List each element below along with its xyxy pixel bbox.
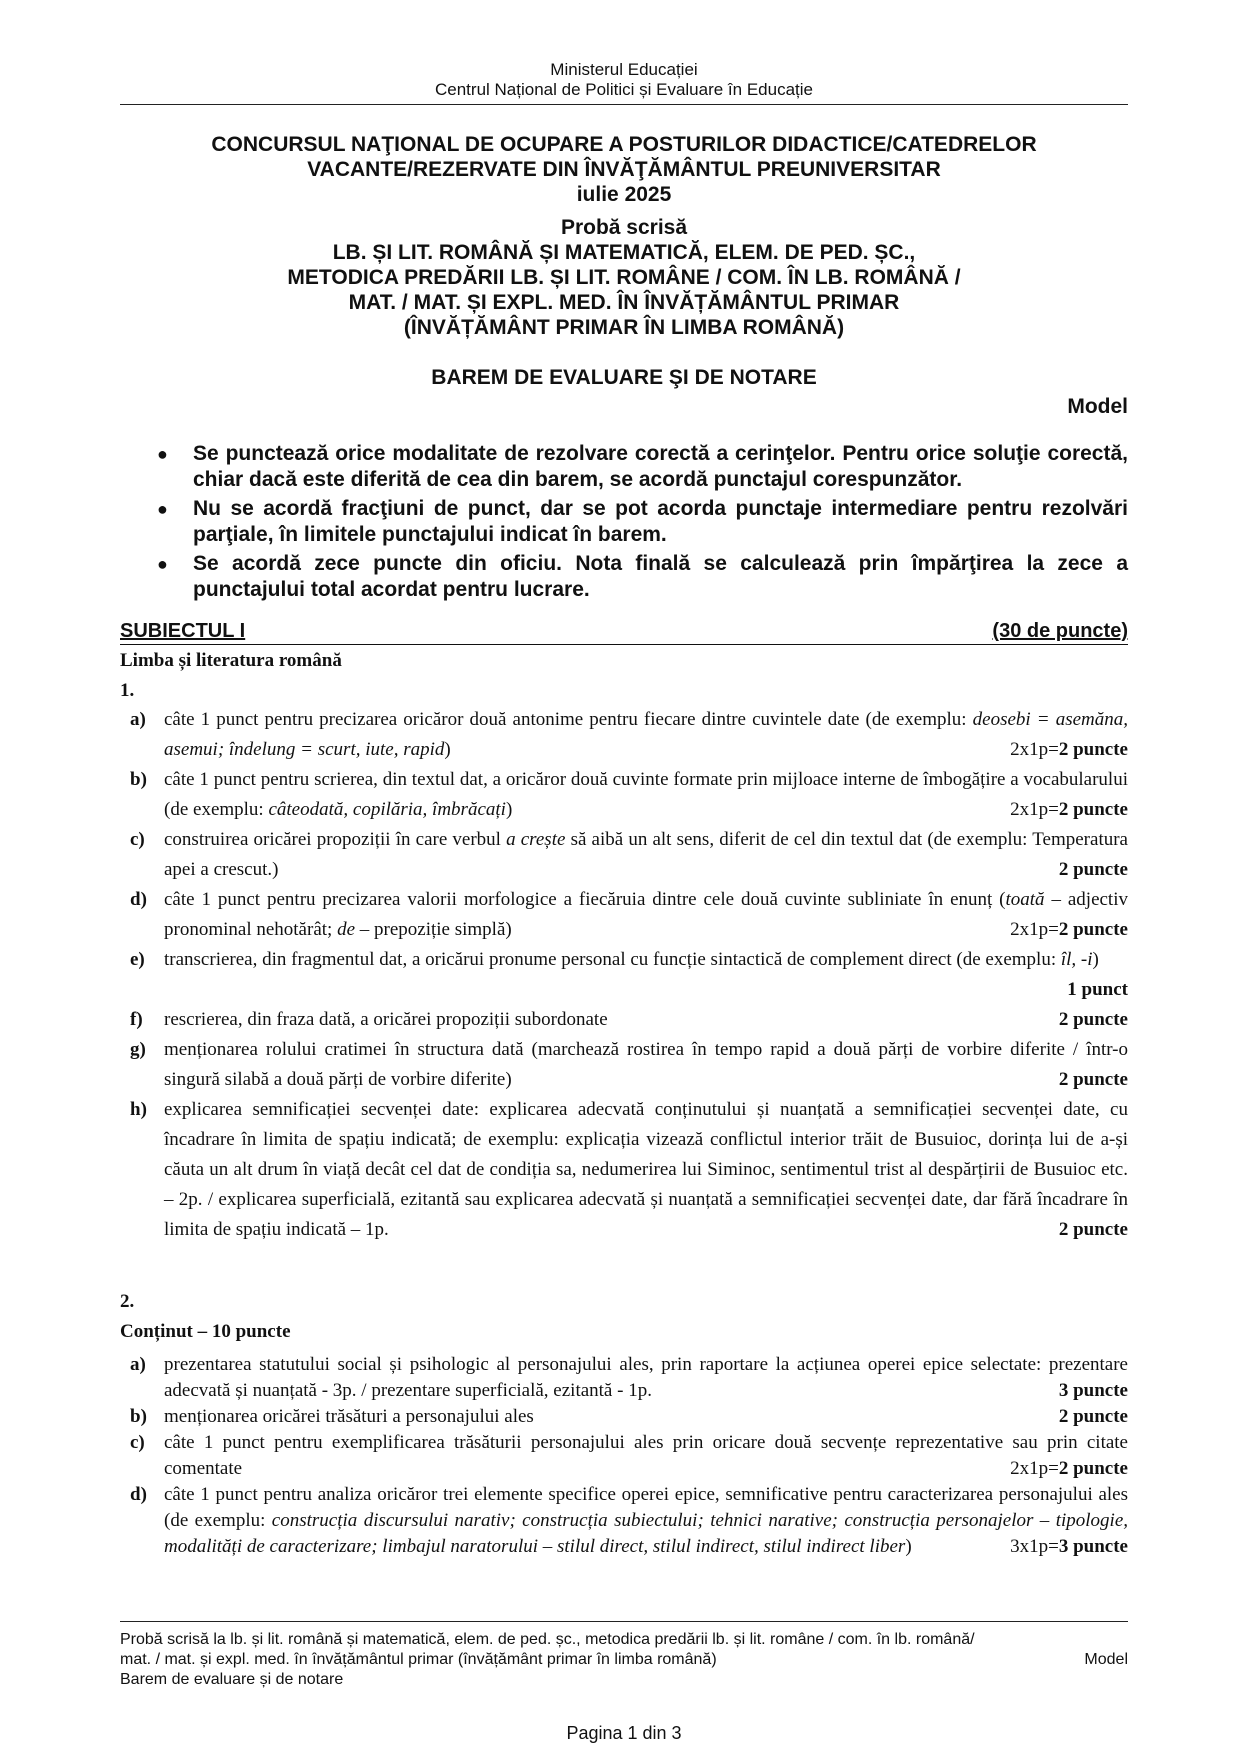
footer-line-1: Probă scrisă la lb. și lit. română și matematică, elem. de ped. șc., metodica predării lb. și lit. române / com. în lb. română/ (120, 1631, 975, 1648)
footer-line-2: mat. / mat. și expl. med. în învățământul primar (învățământ primar în limba română) (120, 1651, 717, 1668)
ministry-name: Ministerul Educației (550, 60, 698, 79)
item-1d: d) câte 1 punct pentru precizarea valorii morfologice a fiecăruia dintre cele două cuvinte subliniate în enunț (toată – adjectiv pronominal nehotărât; de – prepoziție simplă) 2x1p=2 puncte (130, 889, 1128, 940)
footer-line-3: Barem de evaluare și de notare (120, 1671, 344, 1688)
title-date: iulie 2025 (576, 183, 672, 206)
page-number: Pagina 1 din 3 (566, 1723, 682, 1743)
item-2a: a) prezentarea statutului social și psihologic al personajului ales, prin raportare la acțiunea operei epice selectate: prezentare adecvată și nuanțată - 3p. / prezentare superficială, ezitantă - 1p. 3 puncte (130, 1354, 1128, 1401)
item-2c: c) câte 1 punct pentru exemplificarea trăsăturii personajului ales prin oricare două secvențe reprezentative sau prin citate comentate 2x1p=2 puncte (130, 1432, 1128, 1479)
item-1h: h) explicarea semnificației secvenței date: explicarea adecvată conținutului și nuanțată a semnificației secvenței date, cu încadrare în limita de spațiu indicată; de exemplu: explicația vizează conflictul interior trăit de Busuioc, dorința lui de a-și căuta un alt drum în viață decât cel dat de condiția sa, nedumerirea lui Siminoc, sentimentul trist al despărțirii de Busuioc etc. – 2p. / explicarea superficială, ezitantă sau explicarea adecvată și nuanțată a semnificației secvenței date, dar fără încadrare în limita de spațiu indicată – 1p. 2 puncte (130, 1099, 1128, 1240)
section-title: Limba și literatura română (120, 650, 342, 671)
footer-divider (120, 1621, 1128, 1622)
footer-model: Model (1084, 1651, 1128, 1668)
item-1c: c) construirea oricărei propoziții în care verbul a crește să aibă un alt sens, diferit de cel din textul dat (de exemplu: Temperatura apei a crescut.) 2 puncte (130, 829, 1128, 880)
subject-name: SUBIECTUL I (120, 620, 246, 642)
subject-line-1: LB. ȘI LIT. ROMÂNĂ ȘI MATEMATICĂ, ELEM. DE PED. ȘC., (332, 241, 916, 264)
title-line-1: CONCURSUL NAŢIONAL DE OCUPARE A POSTURILOR DIDACTICE/CATEDRELOR (211, 133, 1037, 156)
rule-item: ● Nu se acordă fracţiuni de punct, dar se pot acorda punctaje intermediare pentru rezolvări parţiale, în limitele punctajului indicat în barem. (157, 497, 1128, 546)
barem-title: BAREM DE EVALUARE ŞI DE NOTARE (431, 366, 817, 389)
item-2b: b) menționarea oricărei trăsături a personajului ales 2 puncte (130, 1406, 1128, 1427)
subject-points: (30 de puncte) (992, 620, 1128, 642)
exam-type: Probă scrisă (560, 216, 688, 239)
general-rules (155, 441, 1128, 606)
item-1g: g) menționarea rolului cratimei în structura dată (marchează rostirea în tempo rapid a două părți de vorbire diferite / într-o singură silabă a două părți de vorbire diferite) 2 puncte (130, 1039, 1128, 1090)
item-1e: e) transcrierea, din fragmentul dat, a oricărui pronume personal cu funcție sintactică de complement direct (de exemplu: îl, -i) 1 punct (130, 949, 1128, 1000)
page-footer (120, 1630, 1128, 1690)
question-number: 2. (120, 1291, 135, 1312)
item-1a: a) câte 1 punct pentru precizarea oricăror două antonime pentru fiecare dintre cuvintele date (de exemplu: deosebi = asemăna, asemui; îndelung = scurt, iute, rapid) 2x1p=2 puncte (130, 709, 1128, 760)
item-2d: d) câte 1 punct pentru analiza oricăror trei elemente specifice operei epice, semnificative pentru caracterizarea personajului ales (de exemplu: construcția discursului narativ; construcția subiectului; tehnici narative; construcția personajelor – tipologie, modalități de caracterizare; limbajul naratorului – stilul direct, stilul indirect, stilul indirect liber) 3x1p=3 puncte (130, 1484, 1129, 1557)
subject-line-3: MAT. / MAT. ȘI EXPL. MED. ÎN ÎNVĂȚĂMÂNTUL PRIMAR (348, 291, 900, 314)
subject-line-2: METODICA PREDĂRII LB. ȘI LIT. ROMÂNE / COM. ÎN LB. ROMÂNĂ / (287, 266, 961, 289)
header-divider (120, 104, 1128, 105)
content-heading: Conținut – 10 puncte (120, 1321, 291, 1342)
item-1f: f) rescrierea, din fraza dată, a oricărei propoziții subordonate 2 puncte (130, 1009, 1128, 1030)
model-label: Model (1067, 395, 1128, 418)
center-name: Centrul Național de Politici și Evaluare în Educație (435, 80, 813, 99)
item-1b: b) câte 1 punct pentru scrierea, din textul dat, a oricăror două cuvinte formate prin mijloace interne de îmbogățire a vocabularului (de exemplu: câteodată, copilăria, îmbrăcați) 2x1p=2 puncte (130, 769, 1128, 820)
rule-item: ● Se punctează orice modalitate de rezolvare corectă a cerinţelor. Pentru orice soluţie corectă, chiar dacă este diferită de cea din barem, se acordă punctajul corespunzător. (157, 442, 1128, 491)
question-number: 1. (120, 680, 135, 701)
subject-heading (120, 620, 1128, 645)
title-line-2: VACANTE/REZERVATE DIN ÎNVĂŢĂMÂNTUL PREUNIVERSITAR (307, 158, 941, 181)
subject-line-4: (ÎNVĂȚĂMÂNT PRIMAR ÎN LIMBA ROMÂNĂ) (403, 316, 845, 339)
title-block (120, 132, 1128, 340)
page-header (120, 60, 1128, 100)
rule-item: ● Se acordă zece puncte din oficiu. Nota finală se calculează prin împărţirea la zece a punctajului total acordat pentru lucrare. (157, 552, 1128, 601)
